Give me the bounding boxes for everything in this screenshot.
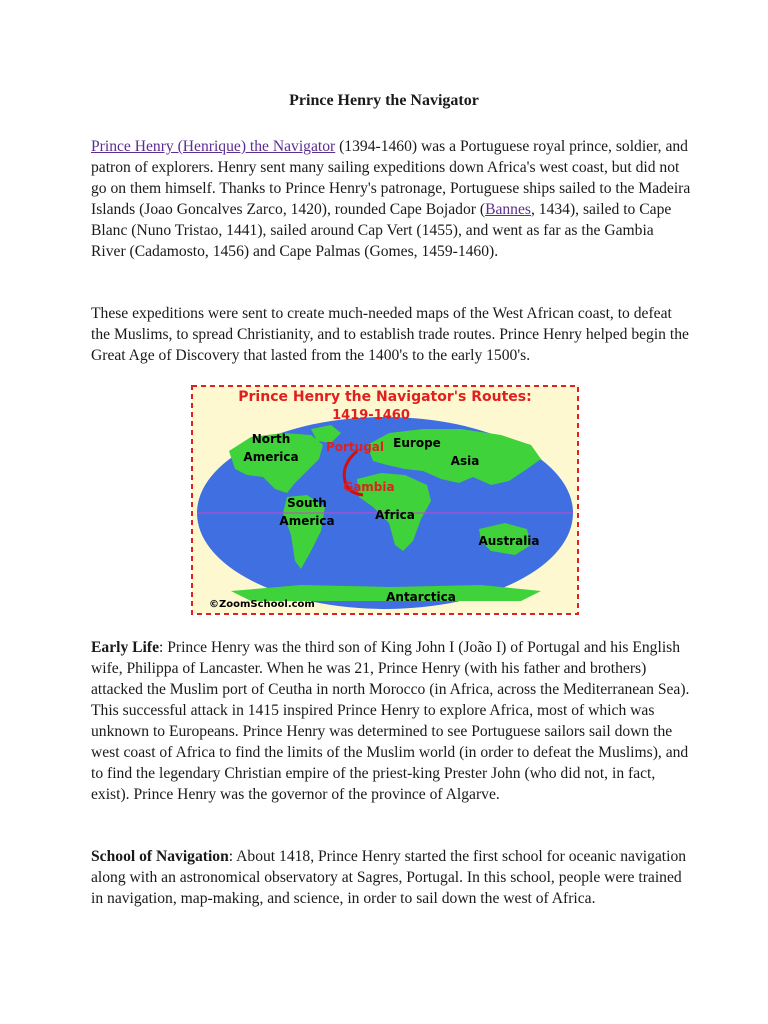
label-australia: Australia (478, 534, 540, 548)
intro-text-a: (1394-1460) was a Portuguese royal prince, soldier, and patron of explorers. Henry sent many sailing expeditions down Africa's west coast, but did not go on them himself. Thanks to Prince Henry's patronage, Portuguese ships sailed to the Madeira Islands (Joao Goncalves Zarco, 1420), rounded Cape Bojador ( (91, 138, 691, 218)
intro-text-b: , 1434), sailed to Cape Blanc (Nuno Tristao, 1441), sailed around Cap Vert (1455), and went as far as the Gambia River (Cadamosto, 1456) and Cape Palmas (Gomes, 1459-1460). (91, 201, 672, 260)
label-antarctica: Antarctica (386, 590, 456, 604)
map-credit: ©ZoomSchool.com (209, 599, 315, 610)
label-asia: Asia (450, 454, 480, 468)
early-life-heading: Early Life (91, 639, 159, 656)
label-north-america-2: America (243, 450, 299, 464)
map-title: Prince Henry the Navigator's Routes: (238, 389, 532, 405)
label-portugal: Portugal (325, 440, 385, 454)
early-life-text: : Prince Henry was the third son of King John I (João I) of Portugal and his English wife, Philippa of Lancaster. When he was 21, Prince Henry (with his father and brothers) attacked the Muslim port of Ceutha in north Morocco (in Africa, across the Mediterranean Sea). This successful attack in 1415 inspired Prince Henry to explore Africa, most of which was unknown to Europeans. Prince Henry was determined to see Portuguese sailors sail down the west coast of Africa to find the limits of the Muslim world (in order to defeat the Muslims), and to find the legendary Christian empire of the priest-king Prester John (who did not, in fact, exist). Prince Henry was the governor of the province of Algarve. (91, 639, 690, 803)
label-south-america-2: America (279, 514, 335, 528)
page-title: Prince Henry the Navigator (289, 92, 479, 109)
school-text: : About 1418, Prince Henry started the first school for oceanic navigation along with an astronomical observatory at Sagres, Portugal. In this school, people were trained in navigation, map-making, and science, in order to sail down the west of Africa. (91, 848, 687, 907)
map-years: 1419-1460 (332, 408, 410, 423)
routes-map-svg (191, 385, 579, 615)
school-heading: School of Navigation (91, 848, 229, 865)
label-europe: Europe (393, 436, 441, 450)
intro-paragraph (91, 136, 691, 262)
prince-henry-link[interactable]: Prince Henry (Henrique) the Navigator (91, 138, 336, 155)
expeditions-paragraph: These expeditions were sent to create much-needed maps of the West African coast, to defeat the Muslims, to spread Christianity, and to establish trade routes. Prince Henry helped begin the Great Age of Discovery that lasted from the 1400's to the early 1500's. (91, 305, 689, 364)
label-africa: Africa (375, 508, 415, 522)
label-north-america-1: North (251, 432, 291, 446)
routes-map (191, 385, 579, 615)
early-life-paragraph (91, 637, 691, 805)
bannes-link[interactable]: Bannes (485, 201, 531, 218)
label-south-america-1: South (287, 496, 327, 510)
school-paragraph (91, 846, 691, 909)
label-gambia: Gambia (343, 480, 395, 494)
